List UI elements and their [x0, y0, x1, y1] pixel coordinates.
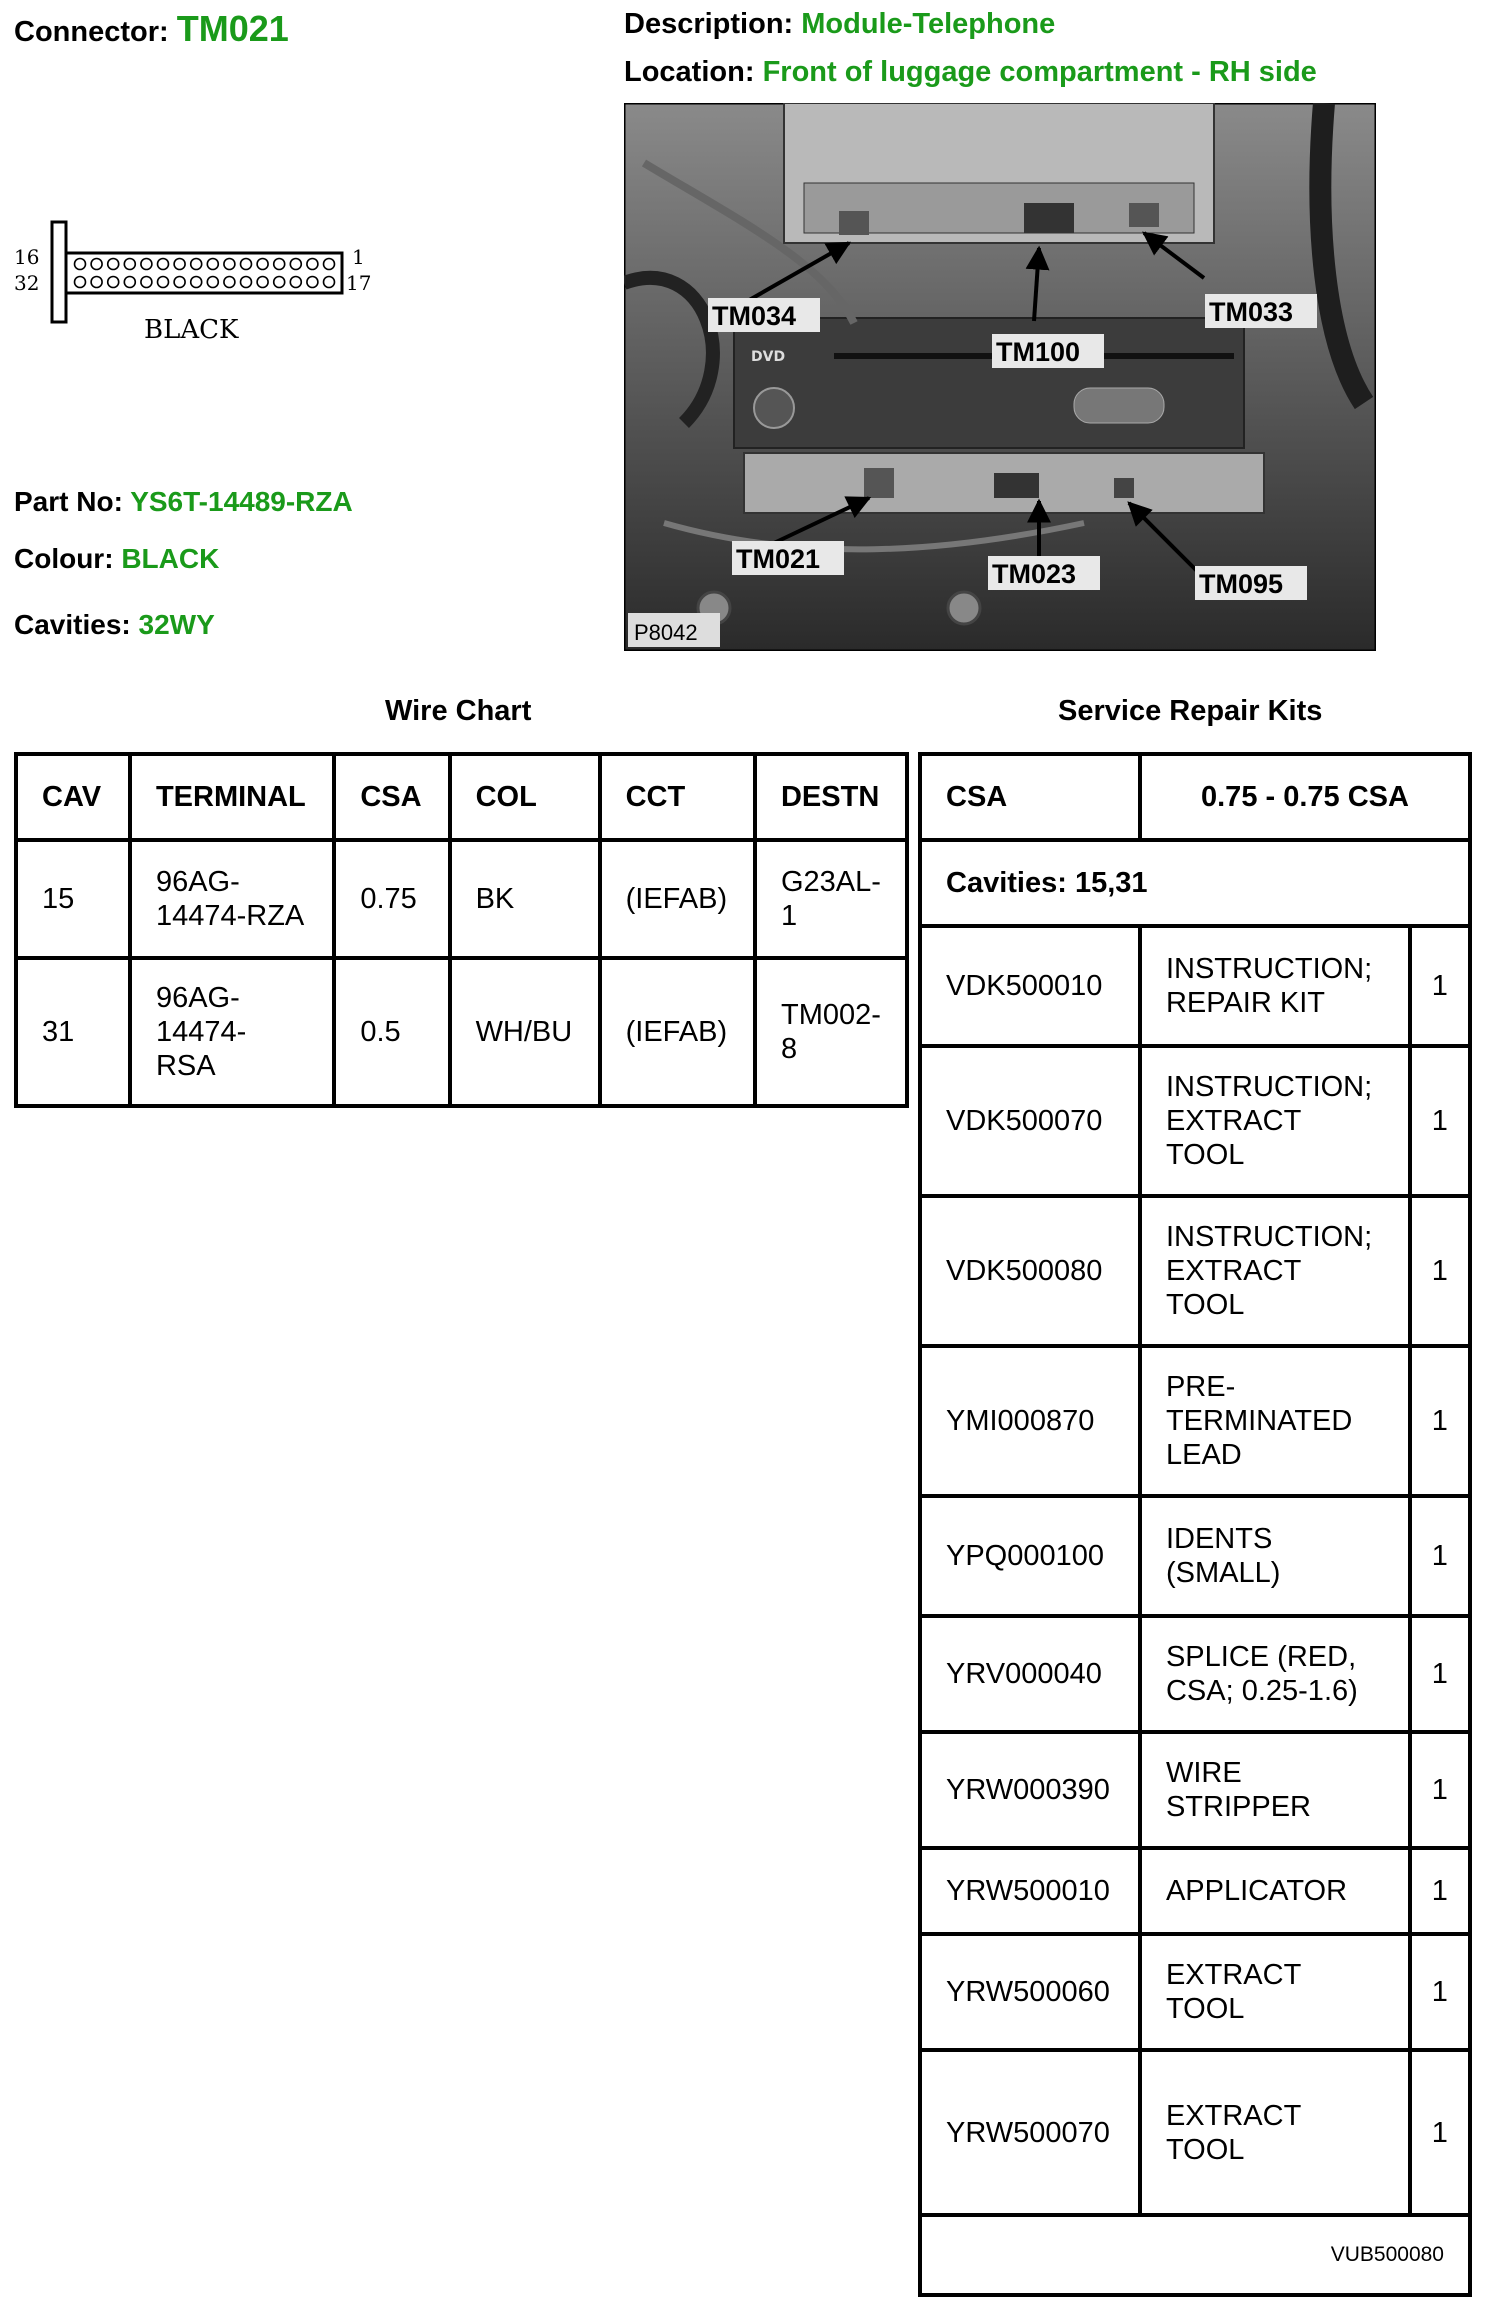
kit-description: INSTRUCTION; EXTRACT TOOL [1140, 1046, 1410, 1196]
kit-row [920, 1934, 1470, 2050]
connector-pin [207, 259, 218, 270]
kit-description: PRE- TERMINATED LEAD [1140, 1346, 1410, 1496]
wire-cell-cct: (IEFAB) [600, 958, 755, 1106]
kit-row [920, 1732, 1470, 1848]
connector-pin [75, 259, 86, 270]
connector-pin [108, 259, 119, 270]
connector-pin [174, 259, 185, 270]
connector-pin [241, 277, 252, 288]
kit-quantity: 1 [1410, 1496, 1470, 1616]
kits-cavities: Cavities: 15,31 [920, 840, 1470, 926]
kit-row [920, 926, 1470, 1046]
connector-pin [141, 277, 152, 288]
connector-pin [241, 259, 252, 270]
kit-description: EXTRACT TOOL [1140, 2050, 1410, 2215]
connector-pin [108, 277, 119, 288]
kit-row [920, 1496, 1470, 1616]
kit-description: IDENTS (SMALL) [1140, 1496, 1410, 1616]
kit-code: VDK500070 [920, 1046, 1140, 1196]
colour-line [14, 543, 219, 575]
kit-code: YRW500010 [920, 1848, 1140, 1934]
kit-description: WIRE STRIPPER [1140, 1732, 1410, 1848]
kit-code: YRV000040 [920, 1616, 1140, 1732]
connector-pin [257, 259, 268, 270]
connector-pin [207, 277, 218, 288]
repair-kits-title: Service Repair Kits [1058, 695, 1323, 727]
callout-tm095: TM095 [1199, 569, 1284, 599]
connector-pin [124, 277, 135, 288]
connector-id: TM021 [176, 8, 289, 49]
connector-pin [290, 259, 301, 270]
connector-pin [274, 277, 285, 288]
connector-pin [324, 259, 335, 270]
connector-pin [75, 277, 86, 288]
wire-chart-row [16, 958, 907, 1106]
kits-csa-label: CSA [920, 754, 1140, 840]
pin-label-top-right: 1 [352, 245, 365, 269]
kits-csa-row [920, 754, 1470, 840]
wire-cell-terminal: 96AG- 14474-RZA [130, 840, 334, 958]
connector-pin [91, 277, 102, 288]
kit-quantity: 1 [1410, 926, 1470, 1046]
location-value: Front of luggage compartment - RH side [762, 56, 1317, 88]
description-label: Description: [624, 8, 794, 40]
callout-tm033: TM033 [1209, 297, 1294, 327]
connector-pin [274, 259, 285, 270]
col-header-cct: CCT [600, 754, 755, 840]
cavities-label: Cavities: [14, 609, 131, 640]
connector-heading [14, 8, 289, 50]
part-number-label: Part No: [14, 486, 123, 517]
location-line [624, 56, 1317, 89]
part-number-line [14, 486, 353, 518]
colour-value: BLACK [121, 543, 220, 574]
pin-label-bottom-left: 32 [14, 271, 40, 295]
kit-quantity: 1 [1410, 1196, 1470, 1346]
wire-cell-cct: (IEFAB) [600, 840, 755, 958]
connector-pin [124, 259, 135, 270]
connector-pin [91, 259, 102, 270]
kit-description: SPLICE (RED, CSA; 0.25-1.6) [1140, 1616, 1410, 1732]
connector-face-diagram [14, 218, 374, 358]
pin-label-top-left: 16 [14, 245, 40, 269]
kit-code: YRW000390 [920, 1732, 1140, 1848]
callout-tm034: TM034 [712, 301, 797, 331]
connector-pin [191, 277, 202, 288]
wire-chart-header-row [16, 754, 907, 840]
connector-pin [290, 277, 301, 288]
kit-quantity: 1 [1410, 1346, 1470, 1496]
description-line [624, 8, 1055, 41]
colour-label: Colour: [14, 543, 114, 574]
kit-quantity: 1 [1410, 1848, 1470, 1934]
connector-pin [174, 277, 185, 288]
wire-cell-destn: G23AL- 1 [755, 840, 907, 958]
kit-quantity: 1 [1410, 1934, 1470, 2050]
connector-pin [307, 277, 318, 288]
kit-description: INSTRUCTION; EXTRACT TOOL [1140, 1196, 1410, 1346]
kit-code: YRW500070 [920, 2050, 1140, 2215]
kit-code: YPQ000100 [920, 1496, 1140, 1616]
kit-code: VDK500080 [920, 1196, 1140, 1346]
pin-label-bottom-right: 17 [346, 271, 372, 295]
kit-row [920, 2050, 1470, 2215]
kits-csa-value: 0.75 - 0.75 CSA [1140, 754, 1470, 840]
dvd-logo-text: DVD [751, 349, 786, 365]
connector-pin [224, 277, 235, 288]
wire-cell-terminal: 96AG- 14474- RSA [130, 958, 334, 1106]
col-header-destn: DESTN [755, 754, 907, 840]
wire-chart-table [14, 752, 909, 1108]
kit-description: APPLICATOR [1140, 1848, 1410, 1934]
wire-cell-col: WH/BU [450, 958, 600, 1106]
kits-footer-row [920, 2215, 1470, 2295]
connector-pin [141, 259, 152, 270]
kit-row [920, 1196, 1470, 1346]
kits-footer-code: VUB500080 [920, 2215, 1470, 2295]
wire-cell-cav: 31 [16, 958, 130, 1106]
kit-row [920, 1848, 1470, 1934]
connector-pin [158, 277, 169, 288]
repair-kits-table [918, 752, 1472, 2297]
callout-tm023: TM023 [992, 559, 1077, 589]
connector-label: Connector: [14, 16, 169, 48]
kit-code: VDK500010 [920, 926, 1140, 1046]
connector-pin [257, 277, 268, 288]
kit-description: EXTRACT TOOL [1140, 1934, 1410, 2050]
location-photo [624, 103, 1376, 651]
kit-quantity: 1 [1410, 2050, 1470, 2215]
col-header-col: COL [450, 754, 600, 840]
kit-code: YMI000870 [920, 1346, 1140, 1496]
connector-pin [307, 259, 318, 270]
kit-quantity: 1 [1410, 1046, 1470, 1196]
kit-row [920, 1046, 1470, 1196]
part-number-value: YS6T-14489-RZA [130, 486, 353, 517]
callout-tm100: TM100 [996, 337, 1081, 367]
kit-description: INSTRUCTION; REPAIR KIT [1140, 926, 1410, 1046]
connector-pin [191, 259, 202, 270]
photo-reference: P8042 [634, 620, 698, 645]
wire-cell-destn: TM002- 8 [755, 958, 907, 1106]
wire-cell-col: BK [450, 840, 600, 958]
description-value: Module-Telephone [801, 8, 1056, 40]
col-header-csa: CSA [334, 754, 449, 840]
connector-pin [324, 277, 335, 288]
kit-quantity: 1 [1410, 1616, 1470, 1732]
kit-row [920, 1346, 1470, 1496]
connector-colour-caption: BLACK [144, 315, 239, 345]
kits-cavities-row [920, 840, 1470, 926]
wire-chart-title: Wire Chart [385, 695, 532, 727]
cavities-value: 32WY [138, 609, 215, 640]
connector-pin [158, 259, 169, 270]
wire-cell-csa: 0.5 [334, 958, 449, 1106]
col-header-terminal: TERMINAL [130, 754, 334, 840]
connector-pin [224, 259, 235, 270]
cavities-line [14, 609, 215, 641]
col-header-cav: CAV [16, 754, 130, 840]
kit-row [920, 1616, 1470, 1732]
callout-tm021: TM021 [736, 544, 821, 574]
wire-cell-cav: 15 [16, 840, 130, 958]
kit-quantity: 1 [1410, 1732, 1470, 1848]
location-label: Location: [624, 56, 755, 88]
wire-chart-row [16, 840, 907, 958]
kit-code: YRW500060 [920, 1934, 1140, 2050]
wire-cell-csa: 0.75 [334, 840, 449, 958]
